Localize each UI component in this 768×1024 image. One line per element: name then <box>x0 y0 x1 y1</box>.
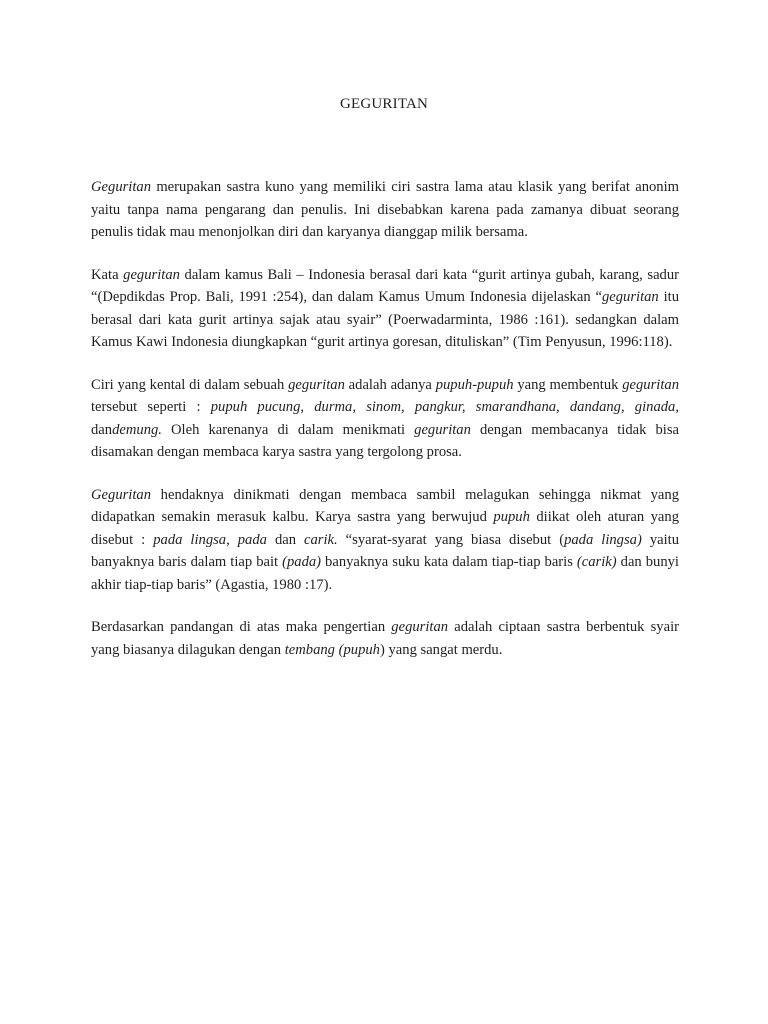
text-run: dengan membacanya tidak bisa disamakan dengan membaca karya sastra yang tergolong prosa. <box>91 421 680 460</box>
document-title: GEGURITAN <box>339 96 429 112</box>
text-run: dalam kamus Bali – Indonesia berasal dari kata “gurit artinya gubah, karang, sadur “(Depdikdas Prop. Bali, 1991 :254), dan dalam Kamus Umum Indonesia dijelaskan “ <box>91 266 679 305</box>
text-run: diikat oleh aturan yang disebut : <box>91 509 679 548</box>
paragraph-characteristics <box>91 374 679 464</box>
italic-term: pupuh-pupuh <box>435 376 514 393</box>
text-run: yaitu banyaknya baris dalam tiap bait <box>91 531 679 570</box>
italic-term: geguritan <box>288 376 345 393</box>
italic-term: demung. <box>112 421 162 438</box>
text-run: itu berasal dari kata gurit artinya sajak atau syair” (Poerwadarminta, 1986 :161). sedangkan dalam Kamus Kawi Indonesia diungkapkan “gurit artinya goresan, dituliskan” (Tim Penyusun, 1996:118). <box>91 289 679 350</box>
paragraph-definition <box>91 176 679 244</box>
italic-term: carik. <box>304 531 338 548</box>
text-run: dan <box>91 421 113 438</box>
text-run: Ciri yang kental di dalam sebuah <box>91 376 289 393</box>
text-run: “syarat-syarat yang biasa disebut ( <box>337 531 565 548</box>
italic-term: tembang (pupuh <box>284 641 380 658</box>
paragraph-etymology <box>91 264 679 354</box>
italic-term: Geguritan <box>91 179 151 195</box>
italic-term: geguritan <box>123 266 180 283</box>
paragraph-rules <box>91 484 679 597</box>
italic-term: geguritan <box>414 421 471 438</box>
text-run: Berdasarkan pandangan di atas maka pengertian <box>91 619 392 635</box>
text-run: merupakan sastra kuno yang memiliki ciri sastra lama atau klasik yang berifat anonim yaitu tanpa nama pengarang dan penulis. Ini disebabkan karena pada zamanya dibuat seorang penulis tidak mau menonjolkan diri dan karyanya dianggap milik bersama. <box>91 179 679 240</box>
italic-term: geguritan <box>601 289 659 305</box>
text-run: Kata <box>91 266 124 283</box>
italic-term: (carik) <box>576 554 617 570</box>
italic-term: Geguritan <box>91 486 151 503</box>
text-run: ) yang sangat merdu. <box>379 641 503 658</box>
paragraph-conclusion <box>91 616 679 661</box>
italic-term: pada lingsa) <box>564 531 642 548</box>
text-run: dan <box>266 531 305 548</box>
text-run: adalah adanya <box>344 376 436 393</box>
text-run: tersebut seperti : <box>91 399 211 415</box>
document-body <box>91 176 679 661</box>
text-run: yang membentuk <box>513 376 623 393</box>
italic-term: (pada) <box>282 554 322 570</box>
text-run: banyaknya suku kata dalam tiap-tiap baris <box>321 554 577 570</box>
italic-term: pada lingsa, pada <box>153 531 267 548</box>
italic-term: pupuh pucung, durma, sinom, pangkur, smarandhana, dandang, ginada, <box>210 399 679 415</box>
italic-term: geguritan <box>622 376 679 393</box>
italic-term: geguritan <box>391 619 449 635</box>
text-run: hendaknya dinikmati dengan membaca sambil melagukan sehingga nikmat yang didapatkan semakin merasuk kalbu. Karya sastra yang berwujud <box>91 486 679 525</box>
text-run: Oleh karenanya di dalam menikmati <box>161 421 415 438</box>
text-run: adalah ciptaan sastra berbentuk syair yang biasanya dilagukan dengan <box>91 619 679 658</box>
text-run: dan bunyi akhir tiap-tiap baris” (Agastia, 1980 :17). <box>91 554 679 593</box>
italic-term: pupuh <box>493 509 530 525</box>
